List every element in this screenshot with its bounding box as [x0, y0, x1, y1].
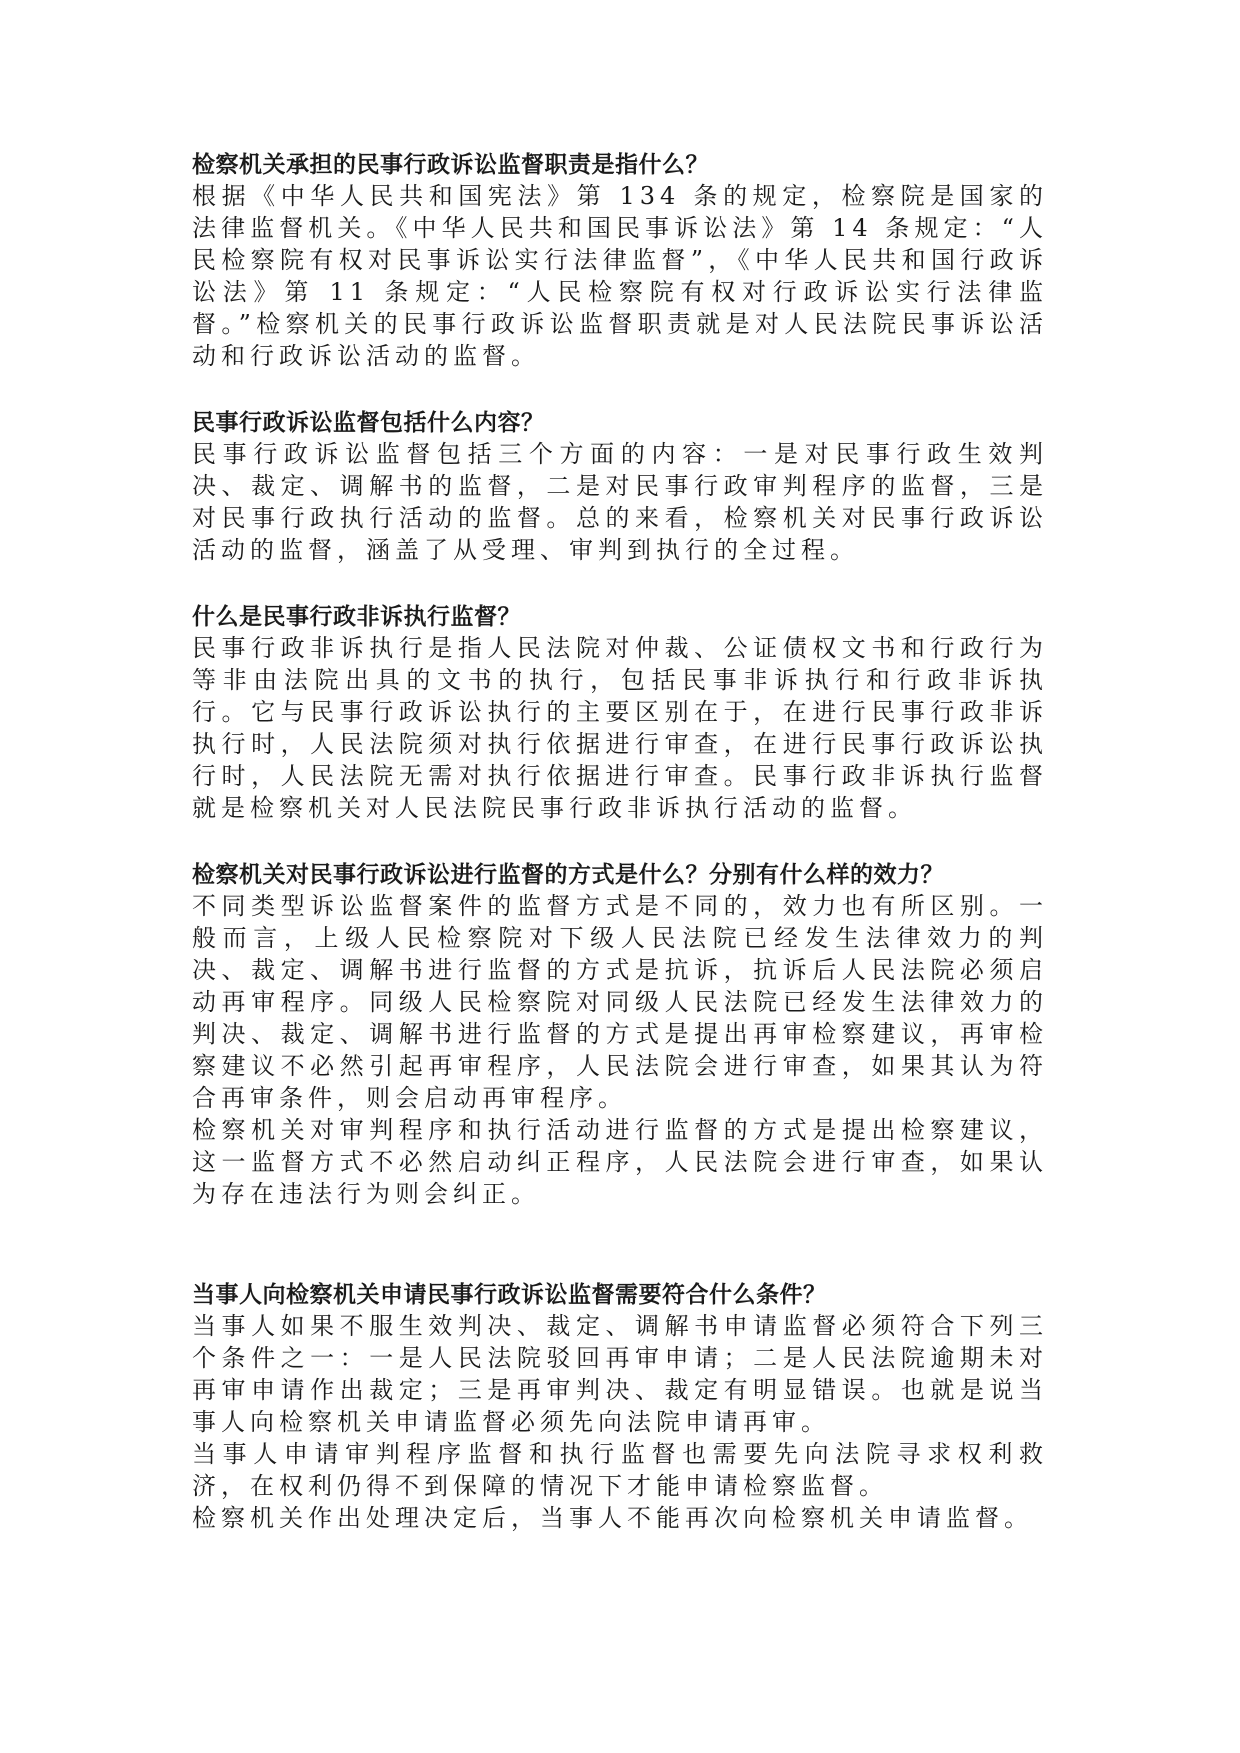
section-heading: 当事人向检察机关申请民事行政诉讼监督需要符合什么条件？ [192, 1282, 827, 1308]
section-spacer [192, 1210, 1048, 1280]
section-supervision-content [192, 408, 1048, 566]
section-application-conditions [192, 1280, 1048, 1534]
section-paragraph: 民事行政诉讼监督包括三个方面的内容：一是对民事行政生效判决、裁定、调解书的监督，二是对民事行政审判程序的监督，三是对民事行政执行活动的监督。总的来看，检察机关对民事行政诉讼活动的监督，涵盖了从受理、审判到执行的全过程。 [192, 440, 1048, 564]
section-paragraph: 根据《中华人民共和国宪法》第 134 条的规定，检察院是国家的法律监督机关。《中华人民共和国民事诉讼法》第 14 条规定：“人民检察院有权对民事诉讼实行法律监督”，《中华人民共和国行政诉讼法》第 11 条规定：“人民检察院有权对行政诉讼实行法律监督。”检察机关的民事行政诉讼监督职责就是对人民法院民事诉讼活动和行政诉讼活动的监督。 [192, 182, 1048, 370]
section-paragraph: 检察机关对审判程序和执行活动进行监督的方式是提出检察建议，这一监督方式不必然启动纠正程序，人民法院会进行审查，如果认为存在违法行为则会纠正。 [192, 1116, 1048, 1208]
section-spacer [192, 824, 1048, 860]
section-heading: 检察机关对民事行政诉讼进行监督的方式是什么？分别有什么样的效力？ [192, 862, 944, 888]
section-paragraph: 当事人申请审判程序监督和执行监督也需要先向法院寻求权利救济，在权利仍得不到保障的情况下才能申请检察监督。 [192, 1440, 1048, 1500]
section-paragraph: 当事人如果不服生效判决、裁定、调解书申请监督必须符合下列三个条件之一：一是人民法院驳回再审申请；二是人民法院逾期未对再审申请作出裁定；三是再审判决、裁定有明显错误。也就是说当事人向检察机关申请监督必须先向法院申请再审。 [192, 1312, 1048, 1436]
section-heading: 民事行政诉讼监督包括什么内容？ [192, 410, 545, 436]
section-supervision-methods [192, 860, 1048, 1210]
section-supervision-duty [192, 150, 1048, 372]
section-non-litigation-execution [192, 602, 1048, 824]
section-spacer [192, 566, 1048, 602]
section-paragraph: 民事行政非诉执行是指人民法院对仲裁、公证债权文书和行政行为等非由法院出具的文书的执行，包括民事非诉执行和行政非诉执行。它与民事行政诉讼执行的主要区别在于，在进行民事行政非诉执行时，人民法院须对执行依据进行审查，在进行民事行政诉讼执行时，人民法院无需对执行依据进行审查。民事行政非诉执行监督就是检察机关对人民法院民事行政非诉执行活动的监督。 [192, 634, 1048, 822]
section-heading: 检察机关承担的民事行政诉讼监督职责是指什么？ [192, 152, 709, 178]
section-heading: 什么是民事行政非诉执行监督？ [192, 604, 521, 630]
section-paragraph: 检察机关作出处理决定后，当事人不能再次向检察机关申请监督。 [192, 1504, 1033, 1532]
document-page [192, 150, 1048, 1534]
section-spacer [192, 372, 1048, 408]
section-paragraph: 不同类型诉讼监督案件的监督方式是不同的，效力也有所区别。一般而言，上级人民检察院对下级人民法院已经发生法律效力的判决、裁定、调解书进行监督的方式是抗诉，抗诉后人民法院必须启动再审程序。同级人民检察院对同级人民法院已经发生法律效力的判决、裁定、调解书进行监督的方式是提出再审检察建议，再审检察建议不必然引起再审程序，人民法院会进行审查，如果其认为符合再审条件，则会启动再审程序。 [192, 892, 1048, 1112]
